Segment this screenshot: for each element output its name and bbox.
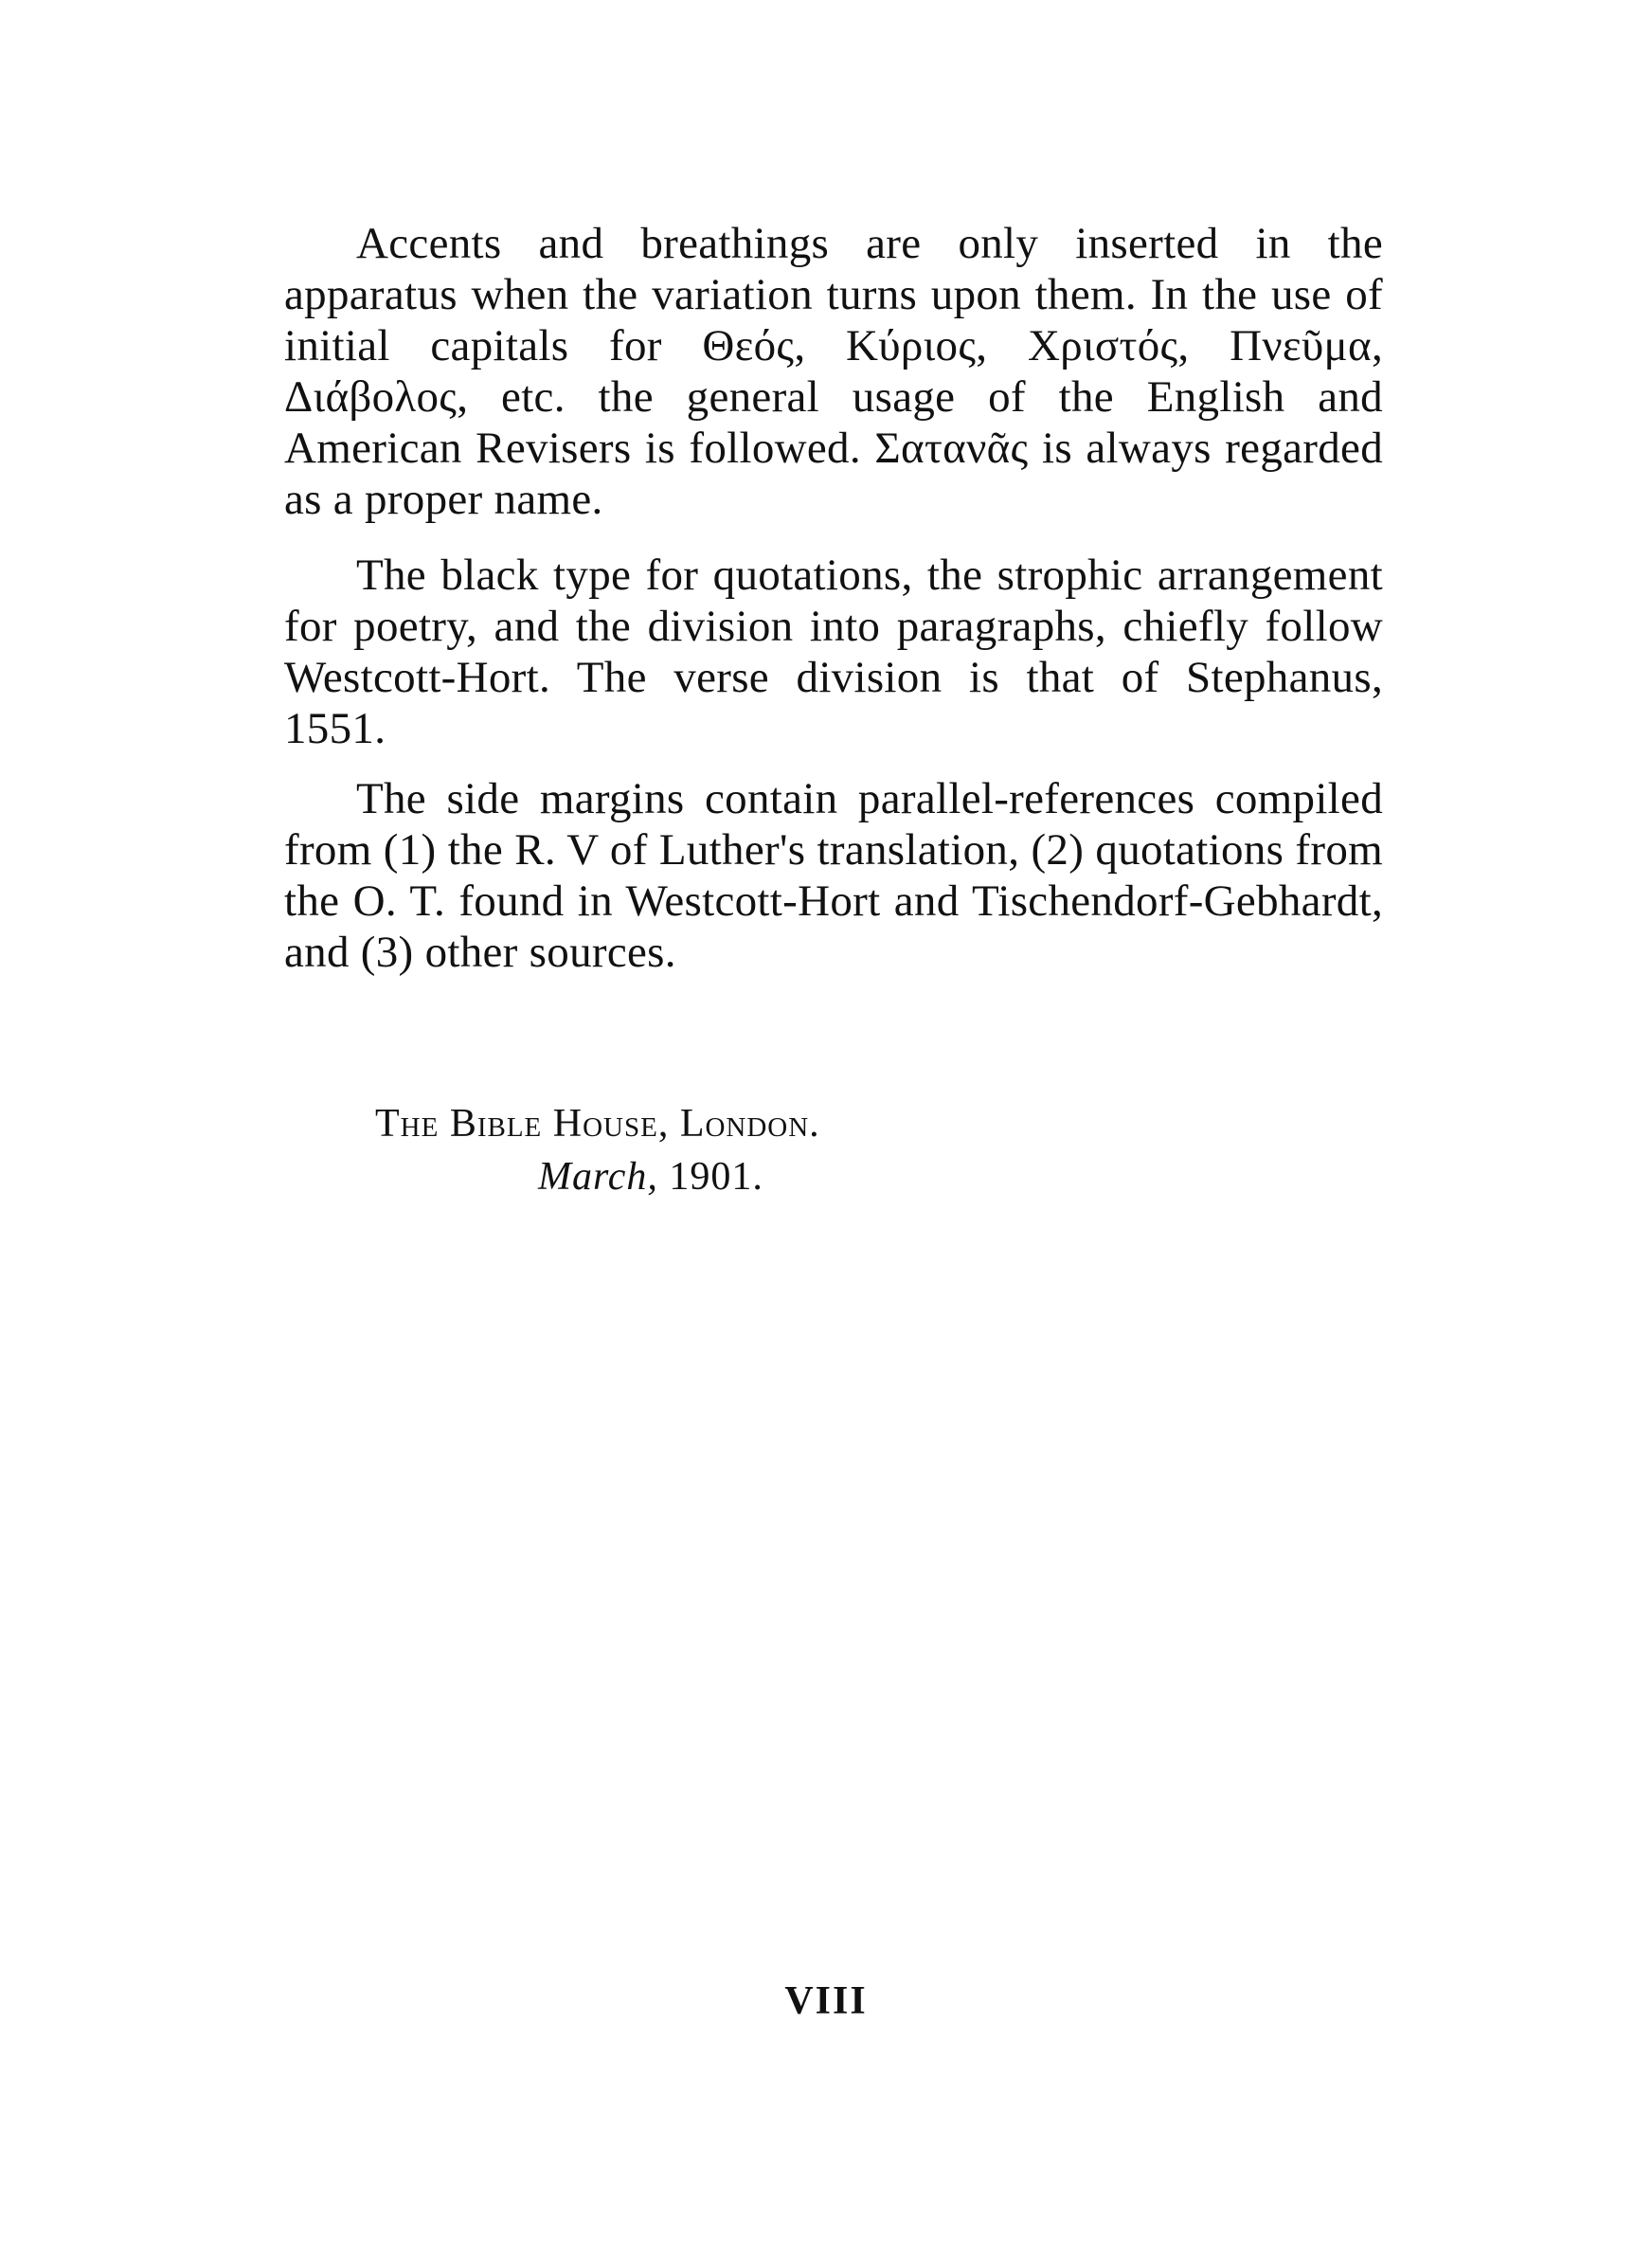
page-number: VIII	[784, 1979, 868, 2023]
paragraph-black-type	[284, 550, 1383, 754]
paragraph-side-margins-text: The side margins contain parallel-references compiled from (1) the R. V of Luther's translation, (2) quotations from the O. T. found in Westcott-Hort and Tischendorf-Gebhardt, and (3) other sources.	[284, 774, 1383, 977]
signature-place: The Bible House, London.	[375, 1102, 820, 1146]
paragraph-accents	[284, 218, 1383, 525]
paragraph-black-type-text: The black type for quotations, the strophic arrangement for poetry, and the division into paragraphs, chiefly follow Westcott-Hort. The verse division is that of Stephanus, 1551.	[284, 551, 1383, 753]
paragraph-side-margins	[284, 773, 1383, 978]
signature-year: 1901.	[669, 1155, 763, 1199]
paragraph-accents-text: Accents and breathings are only inserted in the apparatus when the variation turns upon them. In the use of initial capitals for Θεός, Κύριος, Χριστός, Πνεῦμα, Διάβολος, etc. the general usage of the English and American Revisers is followed. Σατανᾶς is always regarded as a proper name.	[284, 219, 1383, 524]
signature-month: March,	[538, 1155, 658, 1199]
signature-date	[538, 1154, 763, 1200]
